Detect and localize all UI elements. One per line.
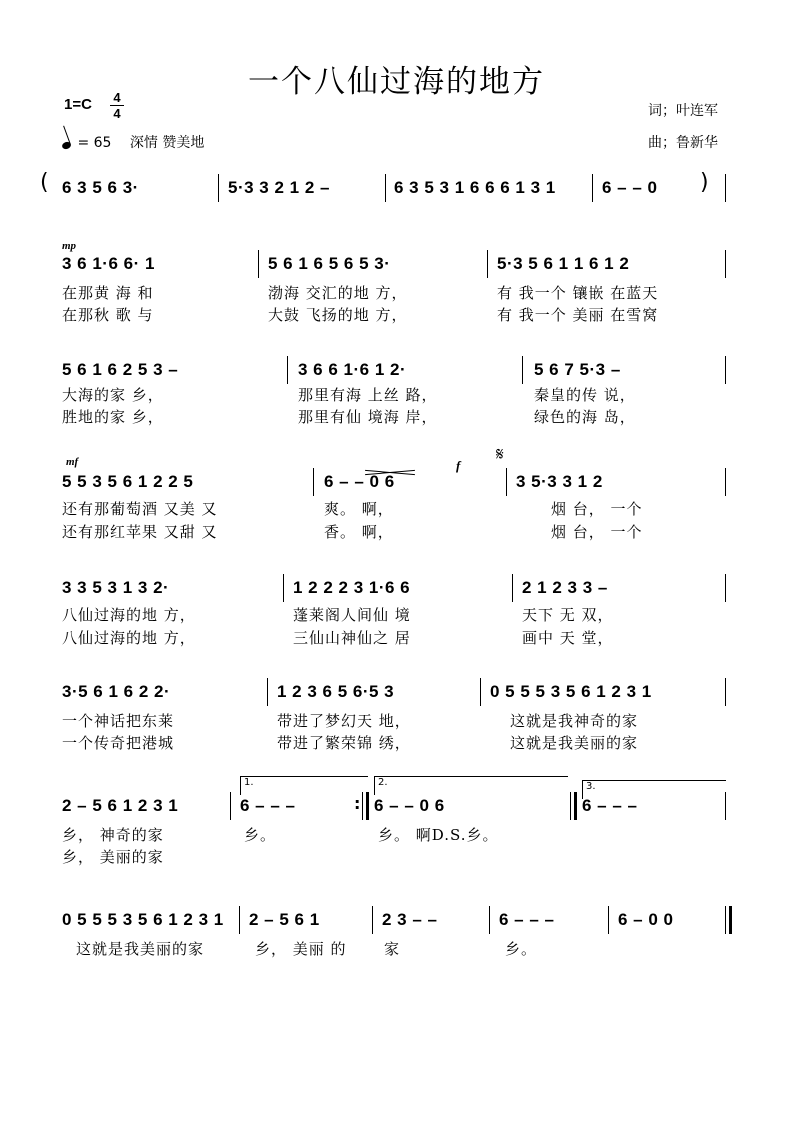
tempo-marking: = 65 深情 赞美地 <box>62 132 204 152</box>
segno-icon: 𝄋 <box>496 444 504 465</box>
volta-1: 1. <box>240 776 368 795</box>
volta-3: 3. <box>582 780 726 799</box>
quarter-note-icon <box>61 141 72 151</box>
time-signature: 4 4 <box>110 90 124 121</box>
volta-2: 2. <box>374 776 568 795</box>
composer: 曲；鲁新华 <box>648 135 718 151</box>
key-signature: 1=C <box>64 96 92 113</box>
song-title: 一个八仙过海的地方 <box>248 64 545 100</box>
lyricist: 词；叶连军 <box>648 103 718 119</box>
